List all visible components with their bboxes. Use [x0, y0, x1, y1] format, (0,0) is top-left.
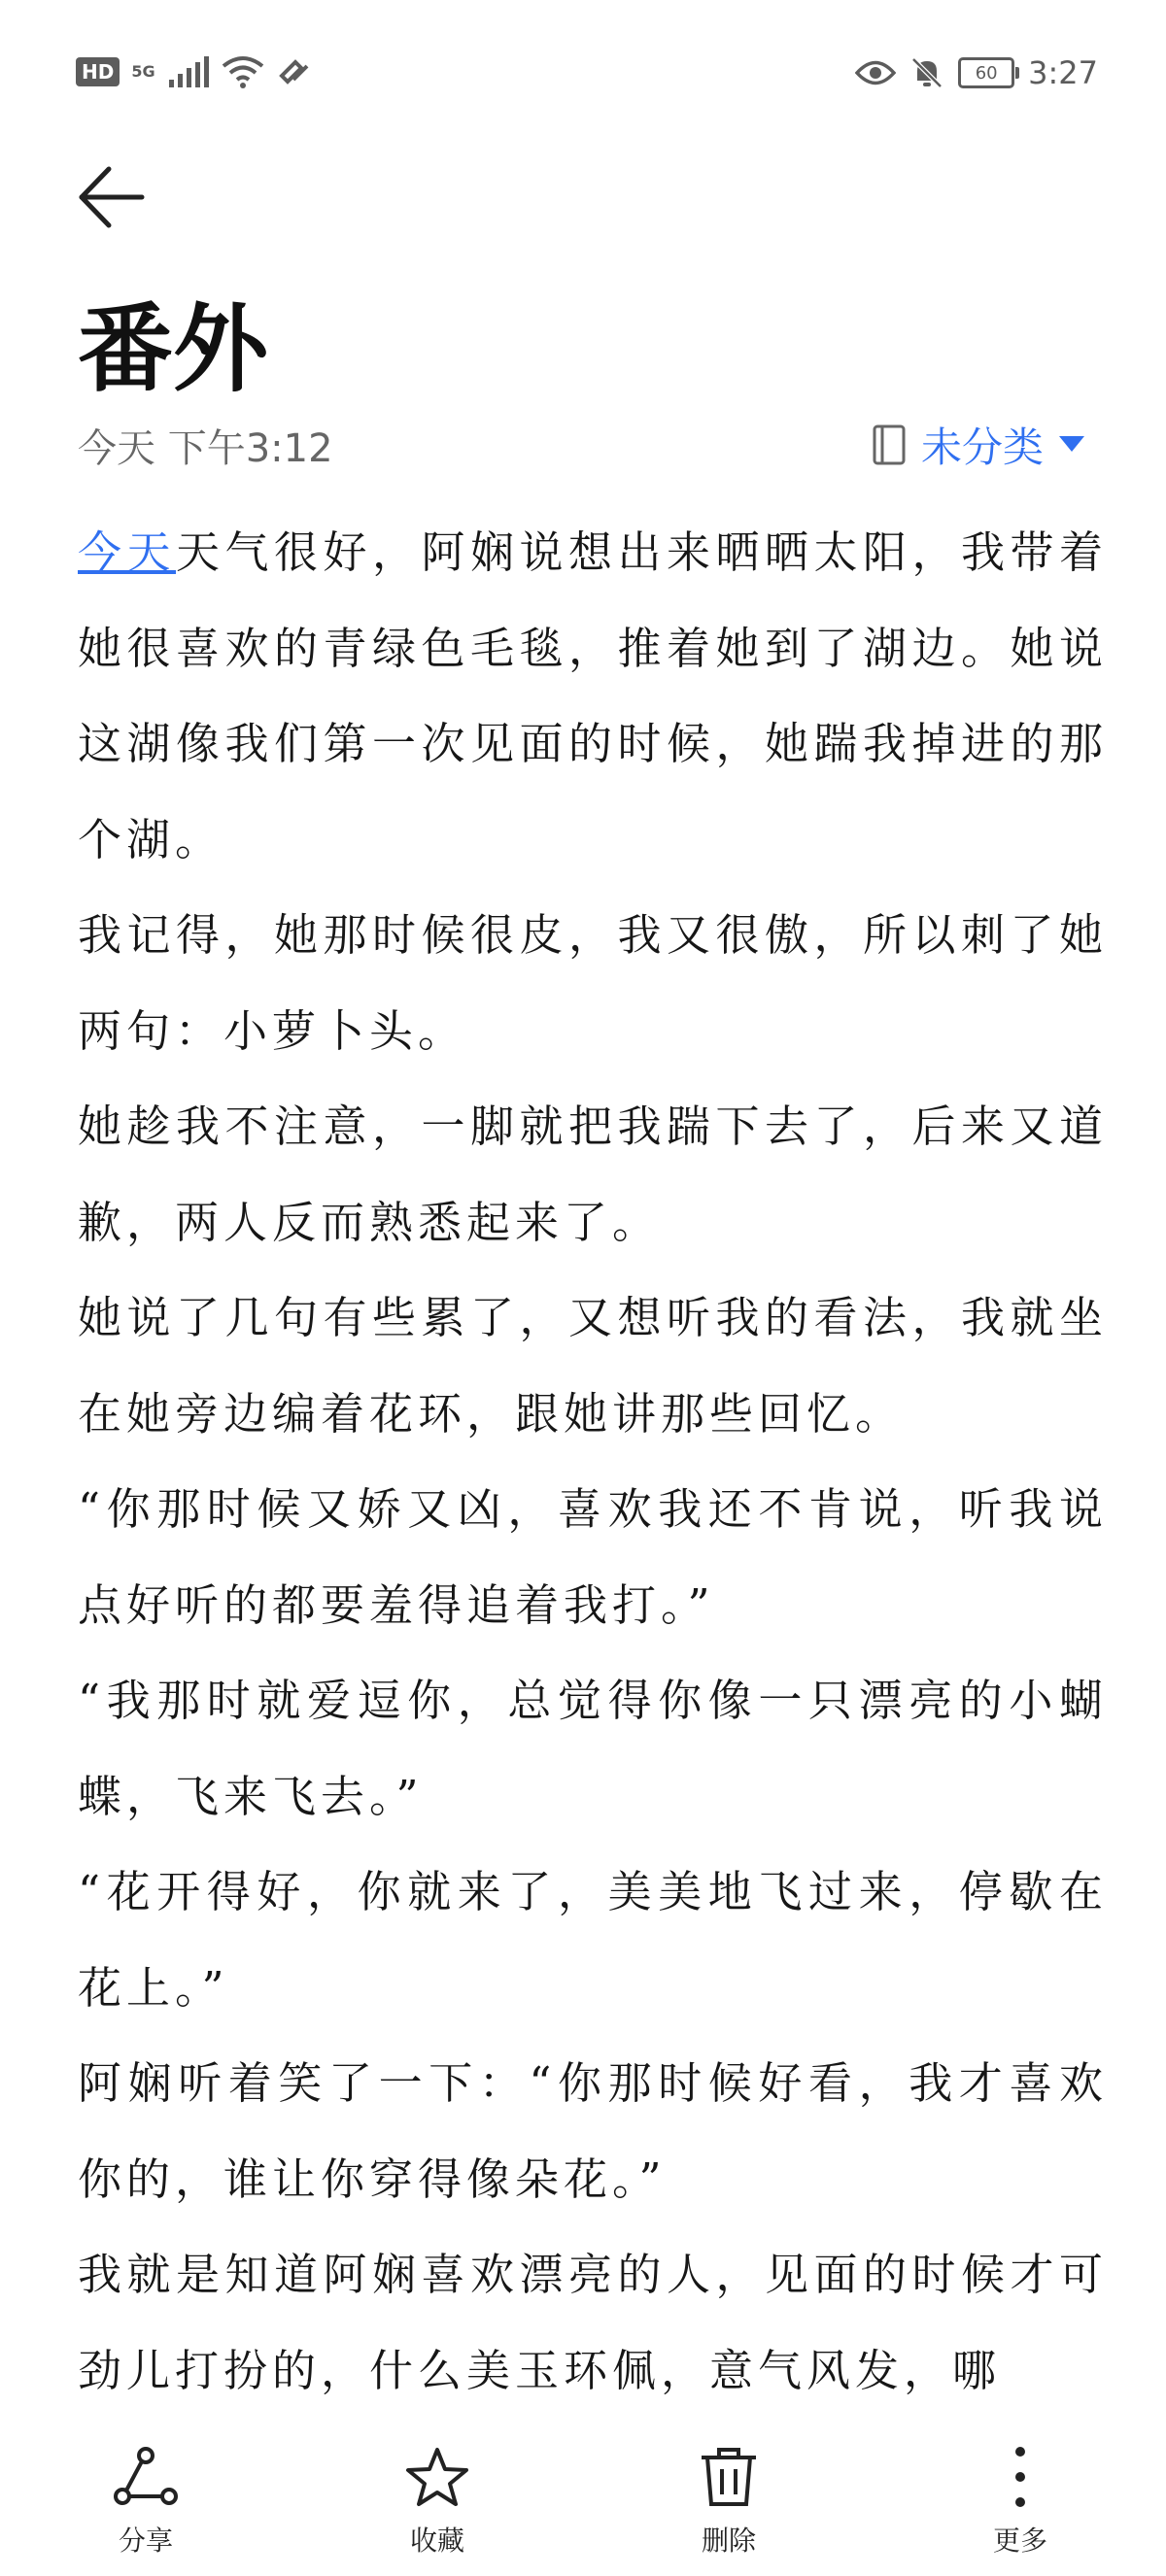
nfc-icon — [276, 54, 315, 89]
battery-level: 60 — [975, 62, 998, 84]
trash-icon — [696, 2446, 762, 2508]
share-label: 分享 — [118, 2525, 173, 2557]
caret-down-icon — [1059, 436, 1084, 454]
clock: 3:27 — [1028, 54, 1098, 91]
paragraph: “你那时候又娇又凶，喜欢我还不肯说，听我说点好听的都要羞得追着我打。” — [78, 1483, 1108, 1631]
star-icon — [404, 2446, 470, 2508]
status-bar — [0, 0, 1166, 146]
paragraph — [78, 505, 1108, 888]
favorite-label: 收藏 — [409, 2525, 464, 2557]
paragraph: 我就是知道阿娴喜欢漂亮的人，见面的时候才可劲儿打扮的，什么美玉环佩，意气风发，哪 — [78, 2249, 1108, 2396]
note-date: 今天 下午3:12 — [78, 426, 333, 471]
category-selector[interactable] — [873, 416, 1084, 474]
eye-icon — [855, 58, 896, 87]
bottom-toolbar — [0, 2419, 1166, 2576]
note-body[interactable] — [78, 505, 1108, 2419]
category-label: 未分类 — [920, 424, 1044, 471]
note-meta-row — [78, 408, 1088, 471]
back-button[interactable] — [78, 163, 146, 231]
status-bar-right — [855, 54, 1098, 91]
signal-icon — [167, 54, 210, 89]
signal-group — [131, 63, 154, 81]
wifi-icon — [222, 54, 264, 89]
paragraph: 她趁我不注意，一脚就把我踹下去了，后来又道歉，两人反而熟悉起来了。 — [78, 1101, 1108, 1248]
delete-button[interactable] — [583, 2419, 874, 2576]
share-button[interactable] — [0, 2419, 292, 2576]
note-title: 番外 — [78, 293, 269, 405]
delete-label: 删除 — [701, 2525, 756, 2557]
paragraph: 她说了几句有些累了，又想听我的看法，我就坐在她旁边编着花环，跟她讲那些回忆。 — [78, 1292, 1108, 1440]
date-link[interactable]: 今天 — [78, 526, 176, 578]
paragraph: “花开得好，你就来了，美美地飞过来，停歇在花上。” — [78, 1866, 1108, 2014]
back-arrow-icon — [78, 163, 146, 231]
paragraph: 我记得，她那时候很皮，我又很傲，所以刺了她两句：小萝卜头。 — [78, 909, 1108, 1057]
paragraph: “我那时就爱逗你，总觉得你像一只漂亮的小蝴蝶，飞来飞去。” — [78, 1675, 1108, 1822]
share-icon — [113, 2446, 179, 2508]
hd-badge: HD — [76, 57, 120, 86]
network-type-label: 5G — [131, 62, 155, 81]
favorite-button[interactable] — [292, 2419, 583, 2576]
notebook-icon — [873, 424, 906, 465]
more-vertical-icon — [987, 2446, 1053, 2508]
more-label: 更多 — [992, 2525, 1047, 2557]
paragraph-text: 天气很好，阿娴说想出来晒晒太阳，我带着她很喜欢的青绿色毛毯，推着她到了湖边。她说这湖像我们第一次见面的时候，她踹我掉进的那个湖。 — [78, 526, 1108, 865]
status-bar-left — [76, 54, 315, 89]
battery-indicator — [958, 57, 1014, 88]
muted-bell-icon — [909, 55, 944, 90]
more-button[interactable] — [874, 2419, 1166, 2576]
paragraph: 阿娴听着笑了一下：“你那时候好看，我才喜欢你的，谁让你穿得像朵花。” — [78, 2057, 1108, 2205]
